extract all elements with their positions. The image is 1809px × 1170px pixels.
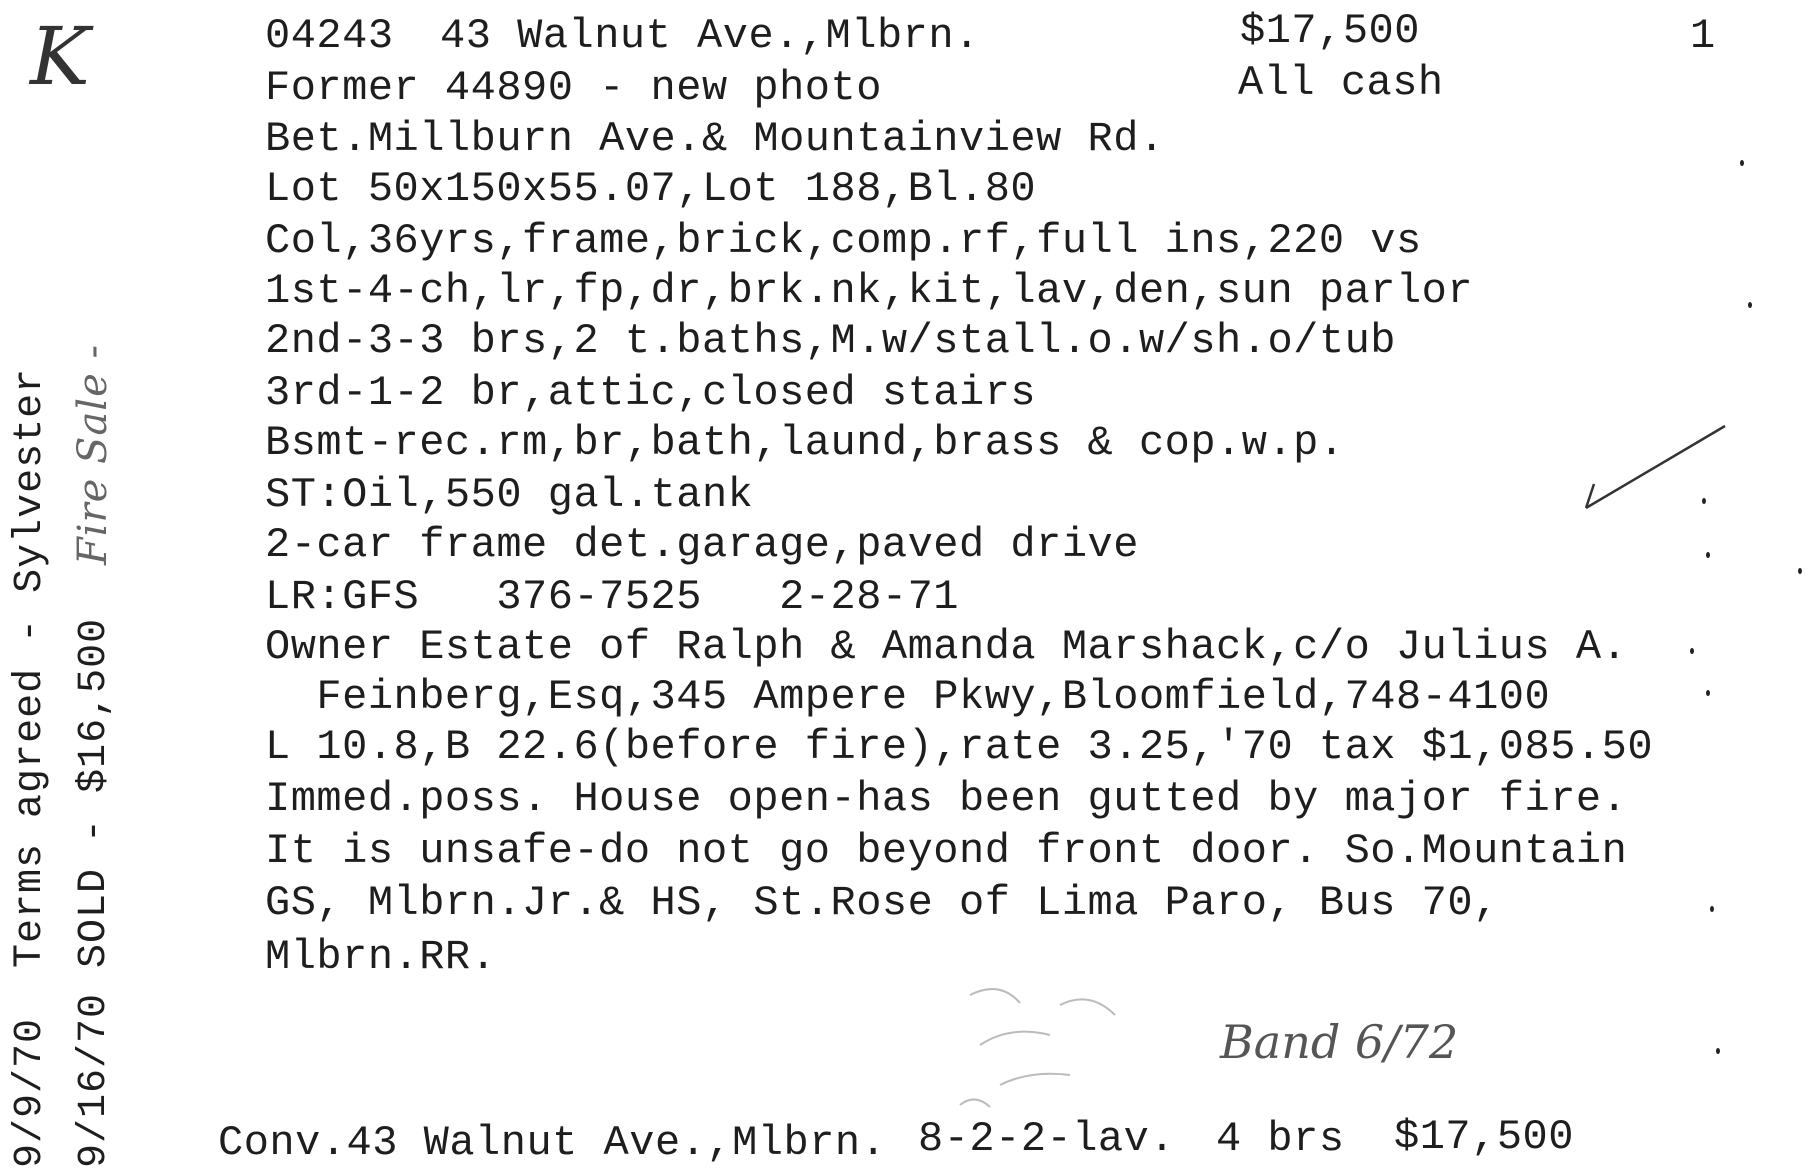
body-line: Owner Estate of Ralph & Amanda Marshack,c/o Julius A.	[265, 623, 1628, 671]
pencil-scribble	[940, 975, 1190, 1125]
speck-mark	[1702, 498, 1706, 504]
footer-rooms: 8-2-2-lav.	[918, 1115, 1176, 1163]
payment-terms: All cash	[1238, 59, 1444, 107]
body-line: Mlbrn.RR.	[265, 933, 497, 981]
listing-number: 04243	[265, 12, 394, 60]
speck-mark	[1716, 1048, 1720, 1054]
footer-address: Conv.43 Walnut Ave.,Mlbrn.	[218, 1119, 887, 1167]
checkmark-icon	[1580, 420, 1730, 520]
margin-note-fire-sale: Fire Sale -	[70, 344, 116, 565]
speck-mark	[1748, 302, 1752, 308]
body-line: 2-car frame det.garage,paved drive	[265, 521, 1139, 569]
body-line: 2nd-3-3 brs,2 t.baths,M.w/stall.o.w/sh.o/tub	[265, 317, 1396, 365]
footer-bedrooms: 4 brs	[1216, 1115, 1345, 1163]
card-number: 1	[1690, 12, 1716, 60]
body-line: Immed.poss. House open-has been gutted by major fire.	[265, 775, 1628, 823]
body-line: Lot 50x150x55.07,Lot 188,Bl.80	[265, 165, 1037, 213]
body-line: ST:Oil,550 gal.tank	[265, 471, 754, 519]
body-line: 3rd-1-2 br,attic,closed stairs	[265, 369, 1037, 417]
speck-mark	[1740, 160, 1744, 166]
speck-mark	[1706, 690, 1710, 696]
body-line: 1st-4-ch,lr,fp,dr,brk.nk,kit,lav,den,sun parlor	[265, 267, 1474, 315]
speck-mark	[1710, 906, 1714, 912]
former-listing: Former 44890 - new photo	[265, 64, 882, 112]
body-line: L 10.8,B 22.6(before fire),rate 3.25,'70 tax $1,085.50	[265, 723, 1654, 771]
body-line: Bsmt-rec.rm,br,bath,laund,brass & cop.w.p.	[265, 419, 1345, 467]
body-line: Feinberg,Esq,345 Ampere Pkwy,Bloomfield,748-4100	[265, 673, 1551, 721]
speck-mark	[1798, 568, 1802, 574]
body-line: It is unsafe-do not go beyond front door. So.Mountain	[265, 827, 1628, 875]
body-line: Col,36yrs,frame,brick,comp.rf,full ins,220 vs	[265, 217, 1422, 265]
footer-price: $17,500	[1394, 1113, 1574, 1161]
margin-note-sold: 9/16/70 SOLD - $16,500	[72, 617, 117, 1168]
body-line: LR:GFS 376-7525 2-28-71	[265, 573, 960, 621]
handwritten-band-note: Band 6/72	[1220, 1015, 1459, 1069]
speck-mark	[1706, 552, 1710, 558]
margin-note-terms: 9/9/70 Terms agreed - Sylvester	[8, 367, 53, 1168]
listing-address: 43 Walnut Ave.,Mlbrn.	[440, 12, 980, 60]
handwritten-initial: K	[30, 10, 90, 103]
body-line: GS, Mlbrn.Jr.& HS, St.Rose of Lima Paro, Bus 70,	[265, 879, 1499, 927]
listing-price: $17,500	[1240, 7, 1420, 55]
speck-mark	[1690, 648, 1694, 654]
body-line: Bet.Millburn Ave.& Mountainview Rd.	[265, 115, 1165, 163]
